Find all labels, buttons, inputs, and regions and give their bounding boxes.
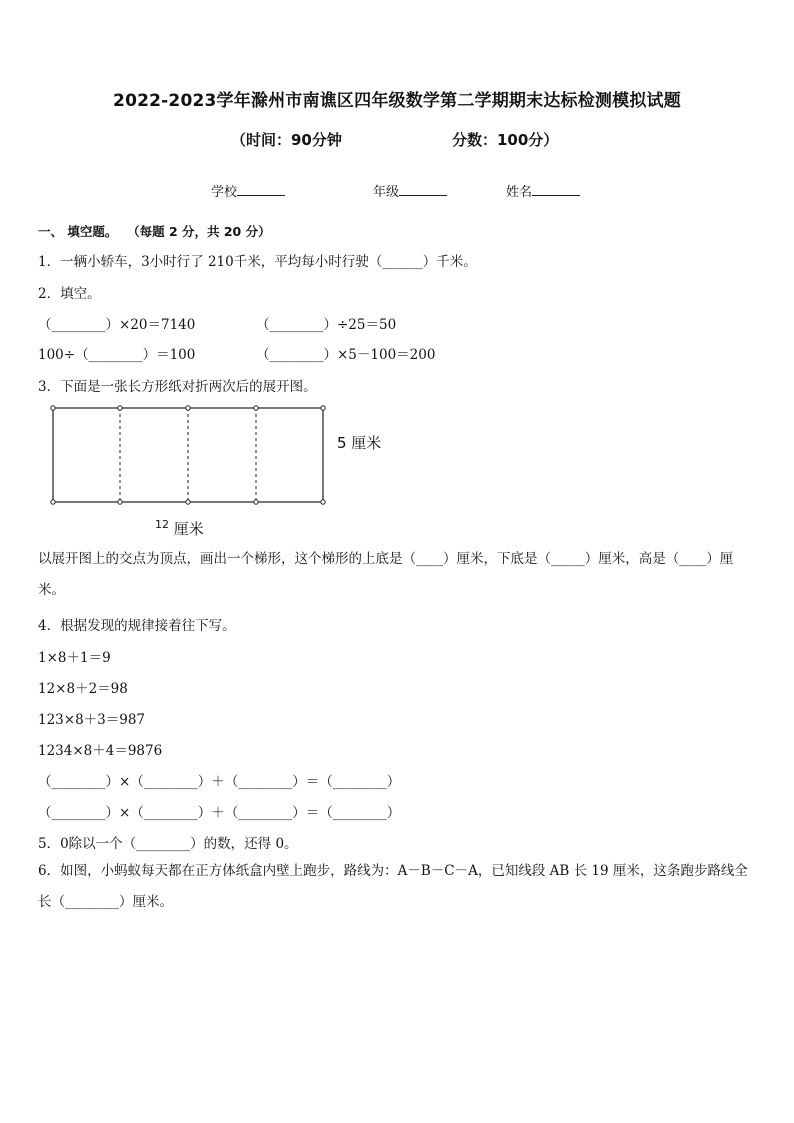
time-limit: （时间：90分钟: [231, 131, 342, 149]
page-title: 2022-2023学年滁州市南谯区四年级数学第二学期期末达标检测模拟试题: [113, 91, 681, 111]
pattern-answer-1[interactable]: （________）×（________）＋（________）＝（________）: [38, 774, 401, 790]
width-value: 12: [155, 518, 169, 531]
pattern-line-4: 1234×8＋4＝9876: [38, 743, 163, 759]
question-4-stem: 4．根据发现的规律接着往下写。: [38, 618, 236, 634]
height-label: 5 厘米: [337, 434, 382, 452]
question-2-row-1: [38, 313, 397, 333]
section-heading: [38, 222, 271, 240]
total-score: 分数：100分）: [452, 131, 559, 149]
grade-blank[interactable]: [399, 183, 447, 196]
school-label: 学校: [211, 185, 238, 200]
pattern-answer-2[interactable]: （________）×（________）＋（________）＝（________）: [38, 805, 401, 821]
q2-d[interactable]: （________）×5－100＝200: [256, 347, 436, 363]
q2-a[interactable]: （________）×20＝7140: [38, 317, 196, 333]
pattern-line-1: 1×8＋1＝9: [38, 650, 111, 666]
school-field[interactable]: [211, 181, 285, 200]
question-2-row-2: [38, 343, 436, 363]
width-unit: 厘米: [173, 520, 204, 538]
name-field[interactable]: [506, 181, 580, 200]
question-5: 5．0除以一个（________）的数，还得 0。: [38, 836, 298, 852]
folded-paper-diagram: [45, 402, 335, 512]
grade-label: 年级: [373, 185, 400, 200]
question-3-text: 以展开图上的交点为顶点，画出一个梯形，这个梯形的上底是（____）厘米，下底是（_____）厘米，高是（____）厘米。: [38, 551, 734, 598]
question-1: 1．一辆小轿车，3小时行了 210千米，平均每小时行驶（______）千米。: [38, 254, 477, 270]
question-6: 6．如图，小蚂蚁每天都在正方体纸盒内壁上跑步，路线为：A－B－C－A，已知线段 AB 长 19 厘米，这条跑步路线全长（________）厘米。: [38, 863, 748, 910]
section-title: 一、 填空题。: [38, 224, 118, 239]
name-label: 姓名: [506, 185, 533, 200]
width-label: [155, 518, 204, 539]
q2-c[interactable]: 100÷（________）＝100: [38, 347, 196, 363]
name-blank[interactable]: [532, 183, 580, 196]
grade-field[interactable]: [373, 181, 447, 200]
school-blank[interactable]: [237, 183, 285, 196]
pattern-line-2: 12×8＋2＝98: [38, 681, 128, 697]
q2-b[interactable]: （________）÷25＝50: [256, 317, 397, 333]
question-3-stem: 3．下面是一张长方形纸对折两次后的展开图。: [38, 379, 317, 395]
pattern-line-3: 123×8＋3＝987: [38, 712, 146, 728]
question-2-stem: 2．填空。: [38, 286, 101, 302]
section-note: （每题 2 分，共 20 分）: [133, 224, 271, 239]
